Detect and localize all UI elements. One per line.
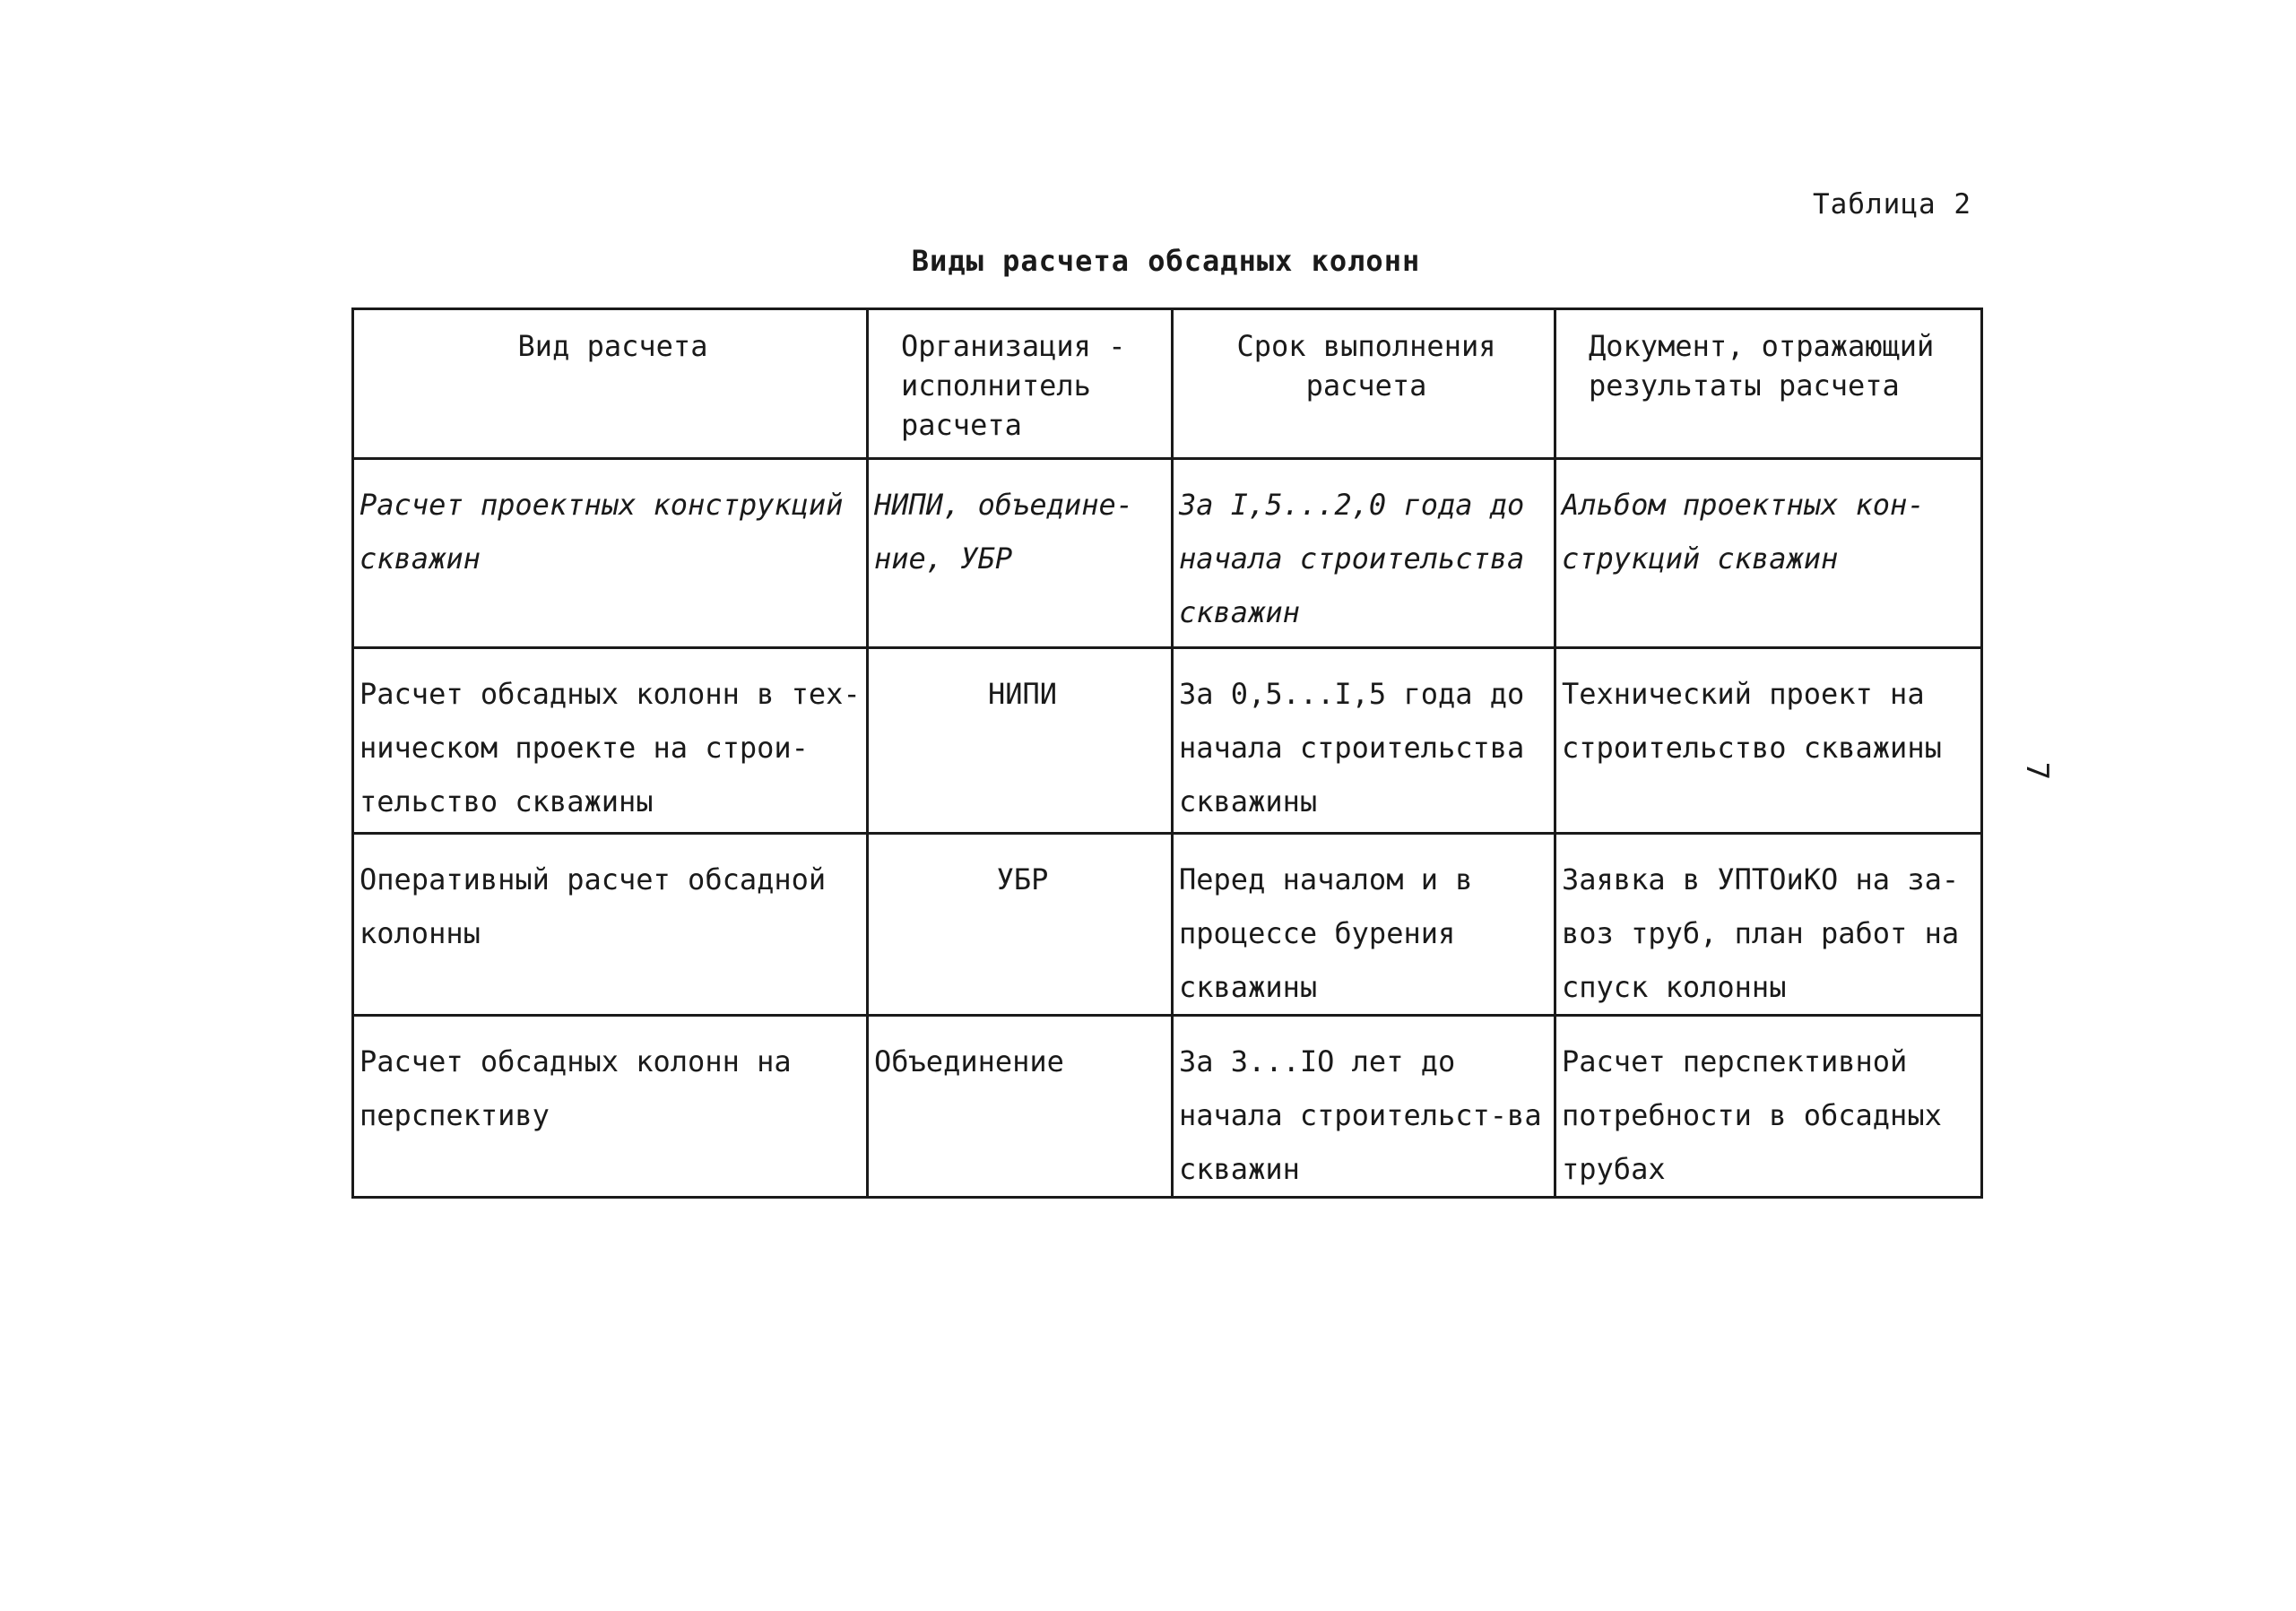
cell-organization: НИПИ, объедине-ние, УБР: [868, 459, 1173, 648]
cell-calc-type: Расчет обсадных колонн в тех-ническом проекте на строи-тельство скважины: [353, 648, 868, 834]
header-term: Срок выполнения расчета: [1173, 309, 1555, 459]
cell-organization: Объединение: [868, 1016, 1173, 1198]
cell-term: За I,5...2,0 года до начала строительства скважин: [1173, 459, 1555, 648]
cell-term: За 3...IO лет до начала строительст-ва скважин: [1173, 1016, 1555, 1198]
calculation-types-table: [351, 307, 1983, 1199]
cell-calc-type: Оперативный расчет обсадной колонны: [353, 834, 868, 1016]
table-title-text: Виды расчета обсадных колонн: [911, 244, 1421, 278]
header-calc-type: Вид расчета: [353, 309, 868, 459]
cell-document: Заявка в УПТОиКО на за-воз труб, план работ на спуск колонны: [1555, 834, 1982, 1016]
header-organization: Организация - исполнитель расчета: [868, 309, 1173, 459]
cell-document: Альбом проектных кон-струкций скважин: [1555, 459, 1982, 648]
table-caption: Таблица 2: [1813, 188, 1971, 221]
cell-organization: НИПИ: [868, 648, 1173, 834]
table-row: [353, 834, 1982, 1016]
cell-document: Технический проект на строительство скважины: [1555, 648, 1982, 834]
cell-calc-type: Расчет обсадных колонн на перспективу: [353, 1016, 868, 1198]
cell-organization: УБР: [868, 834, 1173, 1016]
cell-term: За 0,5...I,5 года до начала строительства скважины: [1173, 648, 1555, 834]
page-number: 7: [2019, 761, 2056, 781]
table-row: [353, 648, 1982, 834]
header-document: Документ, отражающий результаты расчета: [1555, 309, 1982, 459]
cell-calc-type: Расчет проектных конструкций скважин: [353, 459, 868, 648]
table-row: [353, 459, 1982, 648]
cell-term: Перед началом и в процессе бурения скважины: [1173, 834, 1555, 1016]
table-header-row: [353, 309, 1982, 459]
table-row: [353, 1016, 1982, 1198]
table-title: [0, 244, 2296, 278]
cell-document: Расчет перспективной потребности в обсадных трубах: [1555, 1016, 1982, 1198]
